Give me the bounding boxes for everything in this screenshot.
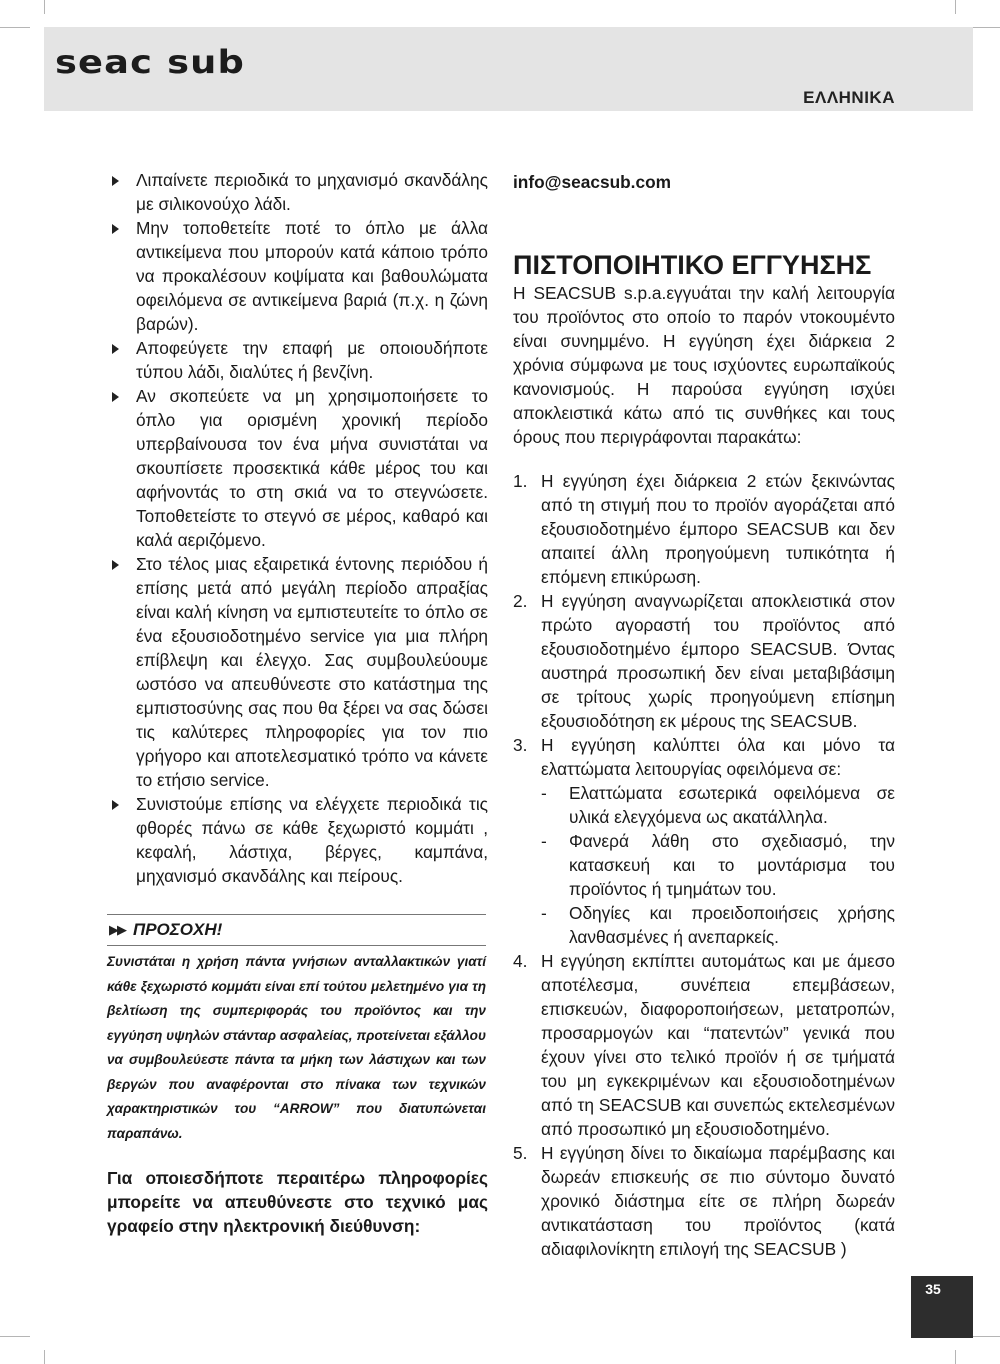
sub-item: - Φανερά λάθη στο σχεδιασμό, την κατασκευή και το μοντάρισμα του προϊόντος ή τμημάτων του. xyxy=(541,831,895,899)
term-item: 1. Η εγγύηση έχει διάρκεια 2 ετών ξεκινώντας από τη στιγμή που το προϊόν αγοράζεται από εξουσιοδοτημένο έμπορο SEACSUB και δεν απαιτεί άλλη προηγούμενη τυπικότητα ή επόμενη επικύρωση. xyxy=(513,471,895,587)
term-number: 5. xyxy=(513,1143,528,1163)
warning-text: Συνιστάται η χρήση πάντα γνήσιων ανταλλακτικών γιατί κάθε ξεχωριστό κομμάτι είναι επί τούτου μελετημένο για τη βελτίωση της συμπεριφοράς του προϊόντος και την εγγύηση υψηλών στάνταρ ασφαλείας, προτείνεται εξάλλου να συμβουλεύεστε πάντα τα μήκη των λάστιχων και των βεργών που αναφέρονται στο πίνακα των τεχνικών χαρακτηριστικών του “ARROW” που διατυπώνεται παραπάνω. xyxy=(107,954,486,1141)
maintenance-list xyxy=(112,168,488,888)
bullet-arrow-icon xyxy=(112,560,119,570)
list-item: Μην τοποθετείτε ποτέ το όπλο με άλλα αντικείμενα που μπορούν κατά κάποιο τρόπο να προκαλέσουν κοψίματα και βαθουλώματα οφειλόμενα σε αντικείμενα βαριά (π.χ. η ζώνη βαρών). xyxy=(112,216,488,336)
term-item: 2. Η εγγύηση αναγνωρίζεται αποκλειστικά στον πρώτο αγοραστή του προϊόντος από εξουσιοδοτημένο έμπορο SEACSUB. Όντας αυστηρά προσωπική δεν είναι μεταβιβάσιμη σε τρίτους χωρίς προηγούμενη επίσημη εξουσιοδότηση εκ μέρους της SEACSUB. xyxy=(513,591,895,731)
sub-item: - Ελαττώματα εσωτερικά οφειλόμενα σε υλικά ελεγχόμενα ως ακατάλληλα. xyxy=(541,783,895,827)
certificate-intro: Η SEACSUB s.p.a.εγγυάται την καλή λειτουργία του προϊόντος στο οποίο το παρόν ντοκουμέντο είναι συνημμένο. Η εγγύηση έχει διάρκεια 2 χρόνια σύμφωνα με τους ισχύοντες ευρωπαϊκούς κανονισμούς. Η παρούσα εγγύηση ισχύει αποκλειστικά κάτω από τις συνθήκες και τους όρους που περιγράφονται παρακάτω: xyxy=(513,283,895,447)
crop-mark xyxy=(955,0,956,14)
list-item: Αν σκοπεύετε να μη χρησιμοποιήσετε το όπλο για ορισμένη χρονική περίοδο υπερβαίνουσα τον ένα μήνα συνιστάται να σκουπίσετε προσεκτικά κάθε μέρος του και αφήνοντάς το στη σκιά να το στεγνώσετε. Τοποθετείστε το στεγνό σε μέρος, καθαρό και καλά αεριζόμενο. xyxy=(112,384,488,552)
certificate-title: ΠΙΣΤΟΠΟΙΗΤΙΚΟ ΕΓΓΥΗΣΗΣ xyxy=(513,250,872,280)
bullet-arrow-icon xyxy=(112,344,119,354)
term-number: 4. xyxy=(513,951,528,971)
list-item: Λιπαίνετε περιοδικά το μηχανισμό σκανδάλης με σιλικονούχο λάδι. xyxy=(112,168,488,216)
warranty-terms xyxy=(513,469,895,1261)
warning-box xyxy=(107,914,486,1146)
bullet-arrow-icon xyxy=(112,800,119,810)
dash-marker: - xyxy=(541,783,547,803)
crop-mark xyxy=(970,27,1000,28)
crop-mark xyxy=(44,0,45,14)
term-item: 5. Η εγγύηση δίνει το δικαίωμα παρέμβασης και δωρεάν επισκευής σε πιο σύντομο δυνατό χρονικό διάστημα είτε σε πλήρη δωρεάν αντικατάσταση του προϊόντος (κατά αδιαφιλονίκητη επιλογή της SEACSUB ) xyxy=(513,1143,895,1259)
term-item: 4. Η εγγύηση εκπίπτει αυτομάτως και με άμεσο αποτέλεσμα, συνέπεια επεμβάσεων, επισκευών, διαφοροποιήσεων, μετατροπών, προσαρμογών και “πατεντών” γενικά που έχουν γίνει στο τελικό προϊόν ή σε τμήματά του μη εγκεκριμένων και εξουσιοδοτημένων από τη SEACSUB και συνεπώς εκτελεσμένων από προσωπικό μη εξουσιοδοτημένο. xyxy=(513,951,895,1139)
crop-mark xyxy=(0,1336,30,1337)
dash-marker: - xyxy=(541,831,547,851)
list-item: Στο τέλος μιας εξαιρετικά έντονης περιόδου ή επίσης μετά από μεγάλη περίοδο απραξίας είναι καλή κίνηση να εμπιστευτείτε το όπλο σε ένα εξουσιοδοτημένο service για μια πλήρη επίβλεψη και έλεγχο. Σας συμβουλεύουμε ωστόσο να απευθύνεστε στο κατάστημα της εμπιστοσύνης σας που θα ξέρει να σας δώσει τις καλύτερες πληροφορίες για τον πιο γρήγορο και αποτελεσματικό τρόπο να κάνετε το ετήσιο service. xyxy=(112,552,488,792)
term-number: 1. xyxy=(513,471,528,491)
email-link[interactable]: info@seacsub.com xyxy=(513,172,672,192)
crop-mark xyxy=(44,1350,45,1364)
sub-item: - Οδηγίες και προειδοποιήσεις χρήσης λανθασμένες ή ανεπαρκείς. xyxy=(541,903,895,947)
list-item: Συνιστούμε επίσης να ελέγχετε περιοδικά τις φθορές πάνω σε κάθε ξεχωριστό κομμάτι , κεφαλή, λάστιχα, βέργες, καμπάνα, μηχανισμό σκανδάλης και πείρους. xyxy=(112,792,488,888)
language-label: ΕΛΛΗΝΙΚΑ xyxy=(803,88,895,107)
term-item: 3. Η εγγύηση καλύπτει όλα και μόνο τα ελαττώματα λειτουργίας οφειλόμενα σε: - Ελαττώματα εσωτερικά οφειλόμενα σε υλικά ελεγχόμενα ως ακατάλληλα. - Φανερά λάθη στο σχεδιασμό, την κατασκευή και το μοντάρισμα του προϊόντος ή τμημάτων του. - Οδηγίες και προειδοποιήσεις χρήσης λανθασμένες ή ανεπαρκείς. xyxy=(513,735,895,947)
crop-mark xyxy=(955,1350,956,1364)
crop-mark xyxy=(0,27,30,28)
page-number: 35 xyxy=(925,1281,941,1297)
term-number: 3. xyxy=(513,735,528,755)
dash-marker: - xyxy=(541,903,547,923)
list-item: Αποφεύγετε την επαφή με οποιουδήποτε τύπου λάδι, διαλύτες ή βενζίνη. xyxy=(112,336,488,384)
warning-header xyxy=(107,915,486,945)
divider xyxy=(107,945,486,946)
double-arrow-icon: ▶▶ xyxy=(109,922,125,937)
bullet-arrow-icon xyxy=(112,392,119,402)
bullet-arrow-icon xyxy=(112,224,119,234)
contact-text: Για οποιεσδήποτε περαιτέρω πληροφορίες μπορείτε να απευθύνεστε στο τεχνικό μας γραφείο στην ηλεκτρονική διεύθυνση: xyxy=(107,1168,488,1236)
page-number-box xyxy=(911,1276,973,1338)
crop-mark xyxy=(973,1336,1000,1337)
defect-list xyxy=(541,781,895,949)
brand-logo: seac sub xyxy=(55,43,245,81)
warning-title: ΠΡΟΣΟΧΗ! xyxy=(133,920,223,939)
term-number: 2. xyxy=(513,591,528,611)
bullet-arrow-icon xyxy=(112,176,119,186)
